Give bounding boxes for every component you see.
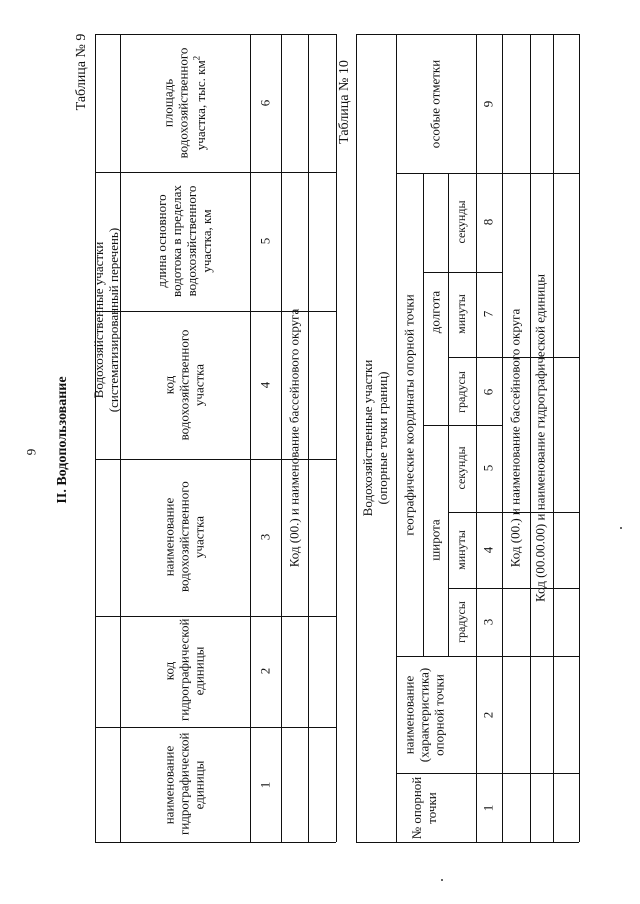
t10-num-5: 5 [480,464,496,472]
t10-col-name: наименование (характеристика) опорной точки [401,667,447,763]
table-9-group-line2: (систематизированный перечень) [106,227,121,413]
t9-col-6-text: площадь водохозяйственного участка, тыс. км [160,47,208,159]
t10-num-6: 6 [480,388,496,396]
t10-lon-degrees: градусы [454,371,469,413]
t10-num-4: 4 [480,546,496,554]
t10-geo-header: географические координаты опорной точки [401,294,417,536]
t10-num-7: 7 [480,310,496,318]
table-10-group-header [361,360,391,517]
t9-num-5: 5 [257,237,273,245]
table-10-group-line1: Водохозяйственные участки [360,359,376,517]
table-9-group-line1: Водохозяйственные участки [91,241,107,399]
t9-col-1: наименование гидрографической единицы [161,732,207,835]
t9-col-4: код водохозяйственного участка [161,329,207,441]
t10-num-3: 3 [480,618,496,626]
table-9-label: Таблица № 9 [73,33,89,111]
t10-col-point-no: № опорной точки [409,776,439,840]
t10-latitude: широта [427,519,443,561]
t10-lat-seconds: секунды [454,446,469,490]
t9-col-6 [161,39,208,167]
t10-lat-degrees: градусы [454,601,469,643]
t10-code-row-2: Код (00.00.00) и наименование гидрографической единицы [532,274,548,602]
t10-num-2: 2 [480,711,496,719]
t9-col-2: код гидрографической единицы [161,618,207,721]
t9-col-6-sup: 2 [191,55,202,61]
t9-num-3: 3 [257,533,273,541]
table-10-label: Таблица № 10 [336,60,352,144]
table-9-group-header [92,228,122,412]
table-10-group-line2: (опорные точки границ) [375,371,390,505]
page-number: 9 [23,448,39,456]
t9-num-6: 6 [257,99,273,107]
t10-longitude: долгота [427,290,443,334]
scan-speck [441,879,443,881]
scan-speck [620,527,622,529]
t9-num-4: 4 [257,381,273,389]
t10-num-8: 8 [480,218,496,226]
t9-code-row: Код (00.) и наименование бассейнового округа [286,308,302,568]
t10-lon-minutes: минуты [454,294,469,334]
t10-lon-seconds: секунды [454,200,469,244]
t9-num-2: 2 [257,667,273,675]
t10-num-1: 1 [480,804,496,812]
t10-num-9: 9 [480,100,496,108]
t10-code-row-1: Код (00.) и наименование бассейнового округа [507,308,523,568]
t9-col-3: наименование водохозяйственного участка [161,481,207,592]
t9-num-1: 1 [257,781,273,789]
section-title: II. Водопользование [54,376,70,504]
t10-col-special: особые отметки [427,59,443,149]
t9-col-5: длина основного водотока в пределах водохозяйственного участка, км [154,185,214,297]
t10-lat-minutes: минуты [454,530,469,570]
